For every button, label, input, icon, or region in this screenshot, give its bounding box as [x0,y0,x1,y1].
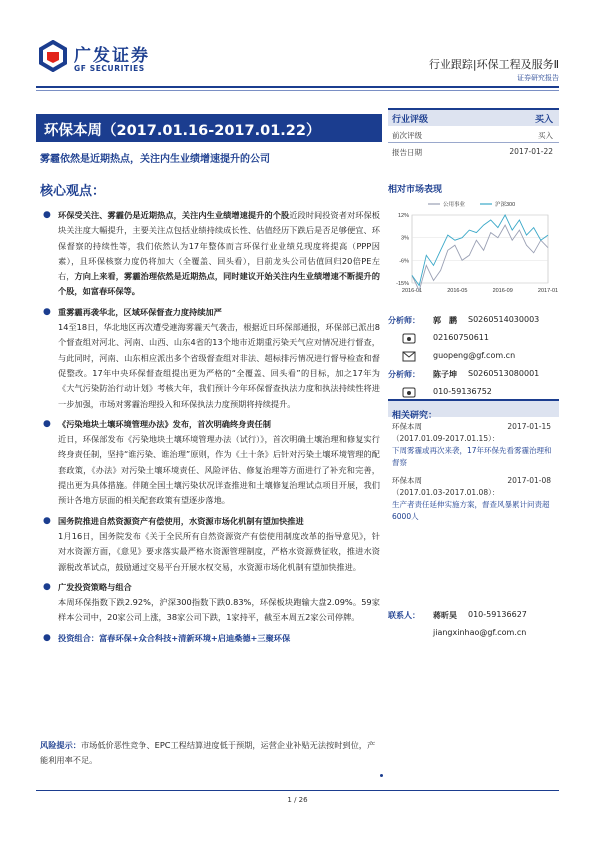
report-title: 环保本周（2017.01.16-2017.01.22） [36,114,382,142]
contact-section [388,607,559,643]
email-icon [402,351,416,362]
contact-phone: 010-59136627 [468,610,527,619]
analyst-email[interactable]: guopeng@gf.com.cn [433,351,516,360]
phone-icon [402,333,416,344]
legend-label: 沪深300 [495,202,516,208]
header-rule-thin [36,90,559,91]
prev-rating-label: 前次评级 [392,131,422,140]
report-subtitle: 雾霾依然是近期热点，关注内生业绩增速提升的公司 [40,154,270,165]
series-line [412,225,548,291]
y-tick-label: 3% [401,235,409,242]
paragraph-lead: 广发投资策略与组合 [58,581,132,592]
bullet-icon: ● [43,210,51,220]
relative-performance-chart [388,195,559,307]
analyst-email-row [388,348,559,366]
bullet-paragraph [43,514,380,575]
y-tick-label: -15% [396,281,409,287]
chart-section-title: 相对市场表现 [388,185,443,195]
portfolio-text: 投资组合：富春环保+众合科技+清新环境+启迪桑德+三聚环保 [58,632,291,643]
related-item-period: （2017.01.09-2017.01.15）： [392,434,500,443]
x-tick-label: 2016-09 [492,288,513,294]
contact-name: 蒋昕昊 [433,611,457,620]
analyst-label: 分析师： [388,316,420,325]
analyst-row [388,312,559,330]
series-line [412,215,548,286]
bullet-icon: ● [43,632,51,643]
phone-icon [402,387,416,398]
x-tick-label: 2016-01 [401,288,423,294]
related-item-summary: 下周雾霾或再次来袭，17年环保先看雾霾治理和督察 [392,446,552,467]
report-category: 行业跟踪|环保工程及服务Ⅱ [428,58,559,71]
paragraph-lead: 重雾霾再袭华北，区域环保督查力度持续加严 [58,306,222,317]
prev-rating-row [388,126,559,142]
bullet-paragraph [43,631,380,646]
analyst-phone-row [388,330,559,348]
rating-title: 行业评级 [392,115,429,125]
rating-box [388,108,559,159]
analyst-phone: 02160750611 [433,333,489,342]
y-tick-label: 12% [397,213,409,219]
paragraph-lead: 国务院推进自然资源资产有偿使用，水资源市场化机制有望加快推进 [58,515,304,526]
main-body [43,208,380,646]
bullet-icon: ● [43,418,51,429]
rating-header [388,108,559,126]
related-item[interactable] [388,421,559,469]
rating-value: 买入 [534,115,553,125]
plot-frame [412,215,548,283]
paragraph-text: 1月16日，国务院发布《关于全民所有自然资源资产有偿使用制度改革的指导意见》，针对水资源方面，《意见》要求落实最严格水资源管理制度，严格水资源费征收，推进水资源税改革试点，鼓励通过交易平台开展水权交易，水资源市场化机制有望加快推进。 [58,530,380,572]
risk-warning [40,738,382,769]
related-research [388,399,559,523]
analyst-id: S0260514030003 [468,315,540,324]
contact-row [388,607,559,625]
header-rule [36,86,559,88]
paragraph-emphasis: 方向上来看，雾霾治理依然是近期热点，同时建议开始关注内生业绩增速不断提升的个股，如富春环保等。 [58,271,380,297]
logo-english-name: GF SECURITIES [74,64,145,73]
contact-email-row [388,625,559,643]
analyst-name: 郭 鹏 [433,316,457,325]
legend-label: 公用事业 [443,202,466,208]
related-item-summary: 生产者责任延伸实施方案，督查风暴累计问责超6000人 [392,500,550,521]
related-header [388,399,559,421]
x-tick-label: 2017-01 [537,288,559,294]
bullet-icon: ● [43,306,51,317]
paragraph-lead: 《污染地块土壤环境管理办法》发布，首次明确终身责任制 [58,418,271,429]
bullet-paragraph [43,305,380,412]
x-tick-label: 2016-05 [447,288,468,294]
bullet-paragraph [43,208,380,300]
analyst-phone: 010-59136752 [433,387,492,396]
paragraph-text: 14至18日，华北地区再次遭受連海雾霾天气袭击，根据近日环保部通报，环保部已派出8个督查组对河北、河南、山西、山东4省的13个地市近期重污染天气应对情况进行督查，与此同时，河南、山东相应派出多个省级督查组对非法、超标排污情况进行督导检查和督促整改。17年中央环保督查组提出更为严格的“全覆盖、回头看”的目标，加之17年为《大气污染防治行动计划》考核大年，我们预计今年环保督查执法力度和执法持续性将进一步加强，市场对雾霾治理投入和环保执法力度预期将持续提升。 [58,322,380,409]
related-item-name: 环保本周 [392,422,422,431]
paragraph-lead: 环保受关注、雾霾仍是近期热点，关注内生业绩增速提升的个股 [58,210,290,220]
bullet-icon: ● [43,515,51,526]
paragraph-text: 近段时间投资者对环保板块关注度大幅提升，主要关注点包括业绩持续成长性、估值经历下跌后是否足够便宜、环保督察的持续性等，我们依然认为17年整体而言环保行业业绩兑现度将提高（PPP因素），且环保核察力度仍将加大（全覆盖、回头看），目前龙头公司估值回归20倍PE左右， [58,210,380,282]
logo-chinese-name: 广发证券 [74,46,150,66]
contact-label: 联系人： [388,611,420,620]
related-item-period: （2017.01.03-2017.01.08）： [392,488,500,497]
report-date-value: 2017-01-22 [509,147,553,156]
bullet-paragraph [43,580,380,626]
prev-rating-value: 买入 [538,131,553,140]
report-date-row [388,143,559,159]
paragraph-text: 近日，环保部发布《污染地块土壤环境管理办法（试行）》，首次明确土壤治理和修复实行终身责任制，坚持“谁污染、谁治理”原则，作为《土十条》后针对污染土壤环境管理的配套政策，《办法》对污染土壤环境责任、风险评估、修复治理等方面进行了补充和完善，提出更为具体措施。伴随全国土壤污染状况详查推进和土壤修复治理试点项目开展，我们预计各地方层面的相关配套政策有望逐步落地。 [58,434,380,506]
related-item-date: 2017-01-08 [507,476,551,485]
related-item-date: 2017-01-15 [507,422,551,431]
paragraph-text: 本周环保指数下跌2.92%，沪深300指数下跌0.83%，环保板块跑输大盘2.09%。59家样本公司中，20家公司上涨，38家公司下跌，1家持平，截至本周五2家公司停牌。 [58,597,380,623]
analyst-label: 分析师： [388,370,420,379]
chart-box [388,195,559,307]
contact-email[interactable]: jiangxinhao@gf.com.cn [433,628,527,637]
bullet-paragraph [43,417,380,509]
analyst-name: 陈子坤 [433,370,457,379]
bullet-icon: ● [43,581,51,592]
risk-text: 市场低价恶性竞争、EPC工程结算进度低于预期，运营企业补贴无法按时到位，产能利用率不足。 [40,740,376,766]
analyst-id: S0260513080001 [468,369,540,378]
risk-label: 风险提示： [40,740,81,750]
gf-logo-icon [38,40,68,72]
y-tick-label: -6% [399,258,409,265]
report-date-label: 报告日期 [392,148,422,157]
footer-dot [380,774,383,777]
related-title: 相关研究： [392,411,438,421]
related-item[interactable] [388,475,559,523]
market-performance-section [388,182,559,307]
core-views-heading: 核心观点： [40,184,106,199]
related-item-name: 环保本周 [392,476,422,485]
analyst-row [388,366,559,384]
page-number: 1 / 26 [287,796,308,804]
report-type: 证券研究报告 [517,74,559,82]
footer-rule [36,790,559,791]
